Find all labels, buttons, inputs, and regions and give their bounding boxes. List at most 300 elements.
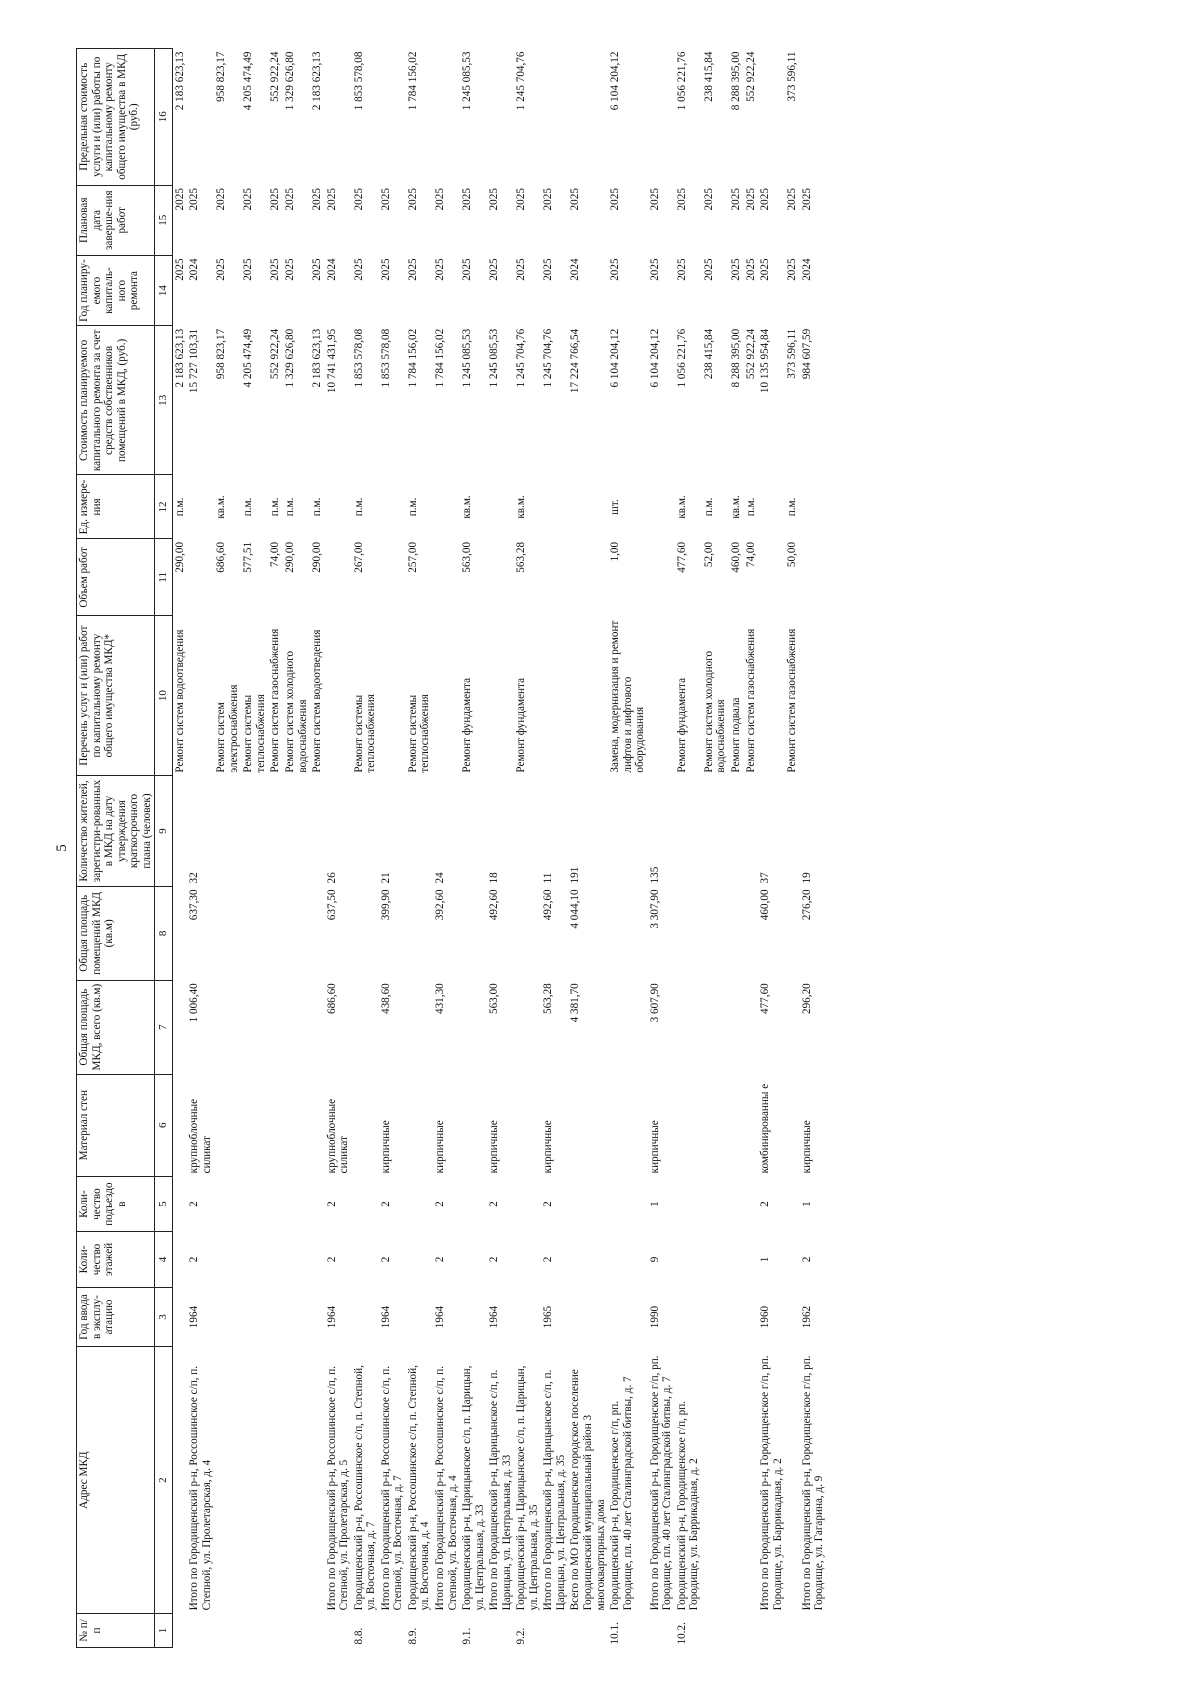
cell-floors [744, 1232, 759, 1287]
cell-residents [785, 776, 800, 887]
cell-number [758, 1613, 785, 1647]
cell-volume [541, 539, 568, 616]
cell-work: Ремонт систем газоснабжения [269, 628, 282, 773]
cell-entrances [568, 1176, 608, 1231]
cell-volume [568, 539, 608, 616]
cell-end-date: 2025 [702, 188, 715, 211]
cell-residents: 24 [433, 872, 446, 884]
cell-residents [514, 776, 541, 887]
cell-walls [608, 1074, 648, 1176]
table-header [77, 49, 173, 1648]
column-number: 13 [155, 326, 172, 475]
cell-end-date: 2025 [242, 188, 255, 211]
cell-area-rooms: 3 307,90 [648, 889, 661, 929]
column-number: 3 [155, 1287, 172, 1347]
cell-work: Ремонт систем водоотведения [311, 629, 324, 773]
cell-volume [187, 539, 214, 616]
table-row [608, 49, 648, 1648]
cell-address: Итого по Городищенский р-н, Царицынское с/п, п. Царицын, ул. Центральная, д. 35 [542, 1369, 567, 1611]
cell-plan-year: 2025 [744, 258, 757, 281]
cell-end-date: 2025 [269, 188, 282, 211]
cell-walls: кирпичные [433, 1120, 446, 1174]
cell-cost: 958 823,17 [215, 328, 228, 380]
cell-year: 1990 [648, 1305, 661, 1329]
cell-unit [758, 475, 785, 539]
cell-cost: 1 784 156,02 [433, 328, 446, 388]
cell-area-total [675, 980, 702, 1074]
cell-plan-year: 2025 [283, 258, 296, 281]
cell-volume: 290,00 [283, 541, 296, 573]
cell-residents [172, 776, 187, 887]
header-end-date: Плановая дата заверше-ния работ [77, 185, 155, 255]
cell-residents: 191 [569, 866, 582, 884]
cell-year [702, 1287, 729, 1347]
cell-area-total [744, 980, 759, 1074]
cell-volume: 577,51 [242, 541, 255, 573]
table-row [648, 49, 675, 1648]
cell-cost: 1 853 578,08 [352, 328, 365, 388]
cell-address: Итого по Городищенский р-н, Царицынское с/п, п. Царицын, ул. Центральная, д. 33 [488, 1369, 513, 1611]
cell-entrances [744, 1176, 759, 1231]
cell-address [310, 1347, 325, 1614]
cell-entrances: 2 [542, 1201, 555, 1207]
cell-plan-year: 2024 [188, 258, 201, 281]
cell-plan-year: 2025 [759, 258, 772, 281]
cell-number [268, 1613, 283, 1647]
column-number: 14 [155, 255, 172, 325]
cell-volume: 74,00 [744, 541, 757, 568]
cell-work: Ремонт подвала [730, 697, 743, 773]
table-row [325, 49, 352, 1648]
cell-walls: крупноблочные силикат [188, 1098, 213, 1174]
cell-floors [608, 1232, 648, 1287]
cell-plan-year: 2025 [406, 258, 419, 281]
header-address: Адрес МКД [77, 1347, 155, 1614]
cell-max-cost: 1 853 578,08 [352, 51, 365, 111]
cell-plan-year: 2025 [311, 258, 324, 281]
cell-year [568, 1287, 608, 1347]
cell-work [487, 616, 514, 776]
cell-residents: 19 [800, 872, 813, 884]
cell-entrances: 1 [648, 1201, 661, 1207]
cell-max-cost [325, 49, 352, 186]
cell-walls: кирпичные [542, 1120, 555, 1174]
cell-volume [800, 539, 829, 616]
cell-residents [675, 776, 702, 887]
cell-year [729, 1287, 744, 1347]
cell-entrances [729, 1176, 744, 1231]
cell-entrances: 2 [325, 1201, 338, 1207]
cell-plan-year: 2025 [379, 258, 392, 281]
column-number-row [155, 49, 172, 1648]
table-row [433, 49, 460, 1648]
cell-residents [283, 776, 310, 887]
header-no: № п/п [77, 1613, 155, 1647]
cell-year [268, 1287, 283, 1347]
cell-address: Городищенский р-н, Городищенское г/п, рп. Городище, ул. Баррикадная, д. 2 [675, 1400, 701, 1611]
column-number: 10 [155, 616, 172, 776]
cell-number [214, 1613, 241, 1647]
table-row [800, 49, 829, 1648]
cell-area-rooms [729, 886, 744, 980]
cell-floors [214, 1232, 241, 1287]
cell-end-date: 2025 [730, 188, 743, 211]
cell-floors [268, 1232, 283, 1287]
cell-walls [352, 1074, 379, 1176]
cell-floors: 2 [488, 1256, 501, 1263]
cell-area-rooms: 492,60 [488, 889, 501, 921]
cell-number [648, 1613, 675, 1647]
table-row [541, 49, 568, 1648]
cell-work: Ремонт систем электроснабжения [215, 684, 240, 773]
cell-max-cost [758, 49, 785, 186]
cell-area-rooms [268, 886, 283, 980]
cell-plan-year: 2025 [609, 258, 622, 281]
cell-cost: 1 245 085,53 [461, 328, 474, 388]
repair-plan-table [76, 48, 829, 1648]
cell-cost: 10 741 431,95 [325, 328, 338, 394]
cell-residents [352, 776, 379, 887]
cell-plan-year: 2025 [215, 258, 228, 281]
cell-volume [379, 539, 406, 616]
cell-area-rooms [352, 886, 379, 980]
cell-volume: 50,00 [786, 541, 799, 568]
cell-walls [283, 1074, 310, 1176]
cell-work [187, 616, 214, 776]
header-unit: Ед. измере-ния [77, 475, 155, 539]
cell-area-rooms [608, 886, 648, 980]
cell-address: Итого по Городищенский р-н, Россошинское с/п, п. Степной, ул. Пролетарская, д. 4 [188, 1365, 213, 1611]
cell-walls [310, 1074, 325, 1176]
cell-number [310, 1613, 325, 1647]
table-row [379, 49, 406, 1648]
cell-unit: шт. [609, 499, 622, 515]
cell-area-total [268, 980, 283, 1074]
cell-work [568, 616, 608, 776]
cell-floors [785, 1232, 800, 1287]
cell-residents [744, 776, 759, 887]
cell-max-cost: 1 245 085,53 [461, 51, 474, 111]
cell-number: 8.9. [406, 1627, 419, 1645]
cell-work: Ремонт фундамента [515, 677, 528, 773]
header-floors: Коли-чество этажей [77, 1232, 155, 1287]
cell-area-total [729, 980, 744, 1074]
cell-plan-year: 2025 [488, 258, 501, 281]
cell-max-cost [487, 49, 514, 186]
cell-max-cost: 238 415,84 [702, 51, 715, 102]
cell-address: Итого по Городищенский р-н, Россошинское с/п, п. Степной, ул. Пролетарская, д. 5 [325, 1365, 351, 1611]
cell-year: 1964 [488, 1305, 501, 1329]
cell-unit: п.м. [702, 497, 715, 517]
cell-year [744, 1287, 759, 1347]
cell-cost: 1 056 221,76 [675, 328, 688, 388]
cell-floors [514, 1232, 541, 1287]
cell-volume [325, 539, 352, 616]
cell-area-rooms [172, 886, 187, 980]
header-plan-year: Год планиру-емого капиталь-ного ремонта [77, 255, 155, 325]
cell-volume: 460,00 [730, 541, 743, 573]
header-walls: Материал стен [77, 1074, 155, 1176]
cell-cost: 238 415,84 [702, 328, 715, 380]
cell-walls [729, 1074, 744, 1176]
cell-walls: комбинированны е [759, 1083, 772, 1174]
cell-area-rooms [514, 886, 541, 980]
cell-year [172, 1287, 187, 1347]
cell-max-cost [541, 49, 568, 186]
cell-area-total: 563,00 [488, 983, 501, 1014]
cell-work: Ремонт систем водоотведения [173, 629, 186, 773]
cell-residents [214, 776, 241, 887]
cell-volume: 1,00 [609, 541, 622, 562]
cell-entrances [172, 1176, 187, 1231]
cell-floors: 2 [542, 1256, 555, 1263]
cell-unit: кв.м. [461, 495, 474, 519]
cell-end-date: 2025 [379, 188, 392, 211]
cell-floors [729, 1232, 744, 1287]
cell-entrances [406, 1176, 433, 1231]
cell-residents [268, 776, 283, 887]
cell-number: 9.1. [461, 1627, 474, 1645]
header-volume: Объем работ [77, 539, 155, 616]
cell-entrances [214, 1176, 241, 1231]
cell-end-date: 2025 [352, 188, 365, 211]
cell-residents: 135 [648, 866, 661, 884]
cell-residents [608, 776, 648, 887]
table-row [268, 49, 283, 1648]
cell-area-total: 3 607,90 [648, 983, 661, 1023]
cell-area-rooms [241, 886, 268, 980]
cell-max-cost [433, 49, 460, 186]
cell-number [187, 1613, 214, 1647]
cell-plan-year: 2024 [569, 258, 582, 281]
cell-unit: кв.м. [515, 495, 528, 519]
cell-area-total: 296,20 [800, 983, 813, 1014]
header-residents: Количество жителей, зарегистри-рованных в МКД на дату утверждения краткосрочного плана (человек) [77, 776, 155, 887]
cell-number [785, 1613, 800, 1647]
cell-volume: 563,00 [461, 541, 474, 573]
cell-address: Итого по Городищенский р-н, Россошинское с/п, п. Степной, ул. Восточная, д. 7 [379, 1365, 405, 1611]
cell-address [172, 1347, 187, 1614]
cell-number: 8.8. [352, 1627, 365, 1645]
table-row [785, 49, 800, 1648]
cell-unit: кв.м. [215, 495, 228, 519]
cell-plan-year: 2025 [515, 258, 528, 281]
cell-work: Замена, модернизация и ремонт лифтов и лифтового оборудования [609, 620, 647, 773]
cell-walls [172, 1074, 187, 1176]
cell-floors: 2 [379, 1256, 392, 1263]
cell-cost: 1 329 626,80 [283, 328, 296, 388]
cell-max-cost [568, 49, 608, 186]
cell-year [460, 1287, 487, 1347]
cell-address [268, 1347, 283, 1614]
cell-floors: 2 [433, 1256, 446, 1263]
cell-volume [433, 539, 460, 616]
cell-entrances [785, 1176, 800, 1231]
cell-number [702, 1613, 729, 1647]
cell-work [800, 616, 829, 776]
cell-area-total: 563,28 [542, 983, 555, 1014]
cell-max-cost [379, 49, 406, 186]
cell-entrances [352, 1176, 379, 1231]
column-number: 4 [155, 1232, 172, 1287]
cell-unit: п.м. [352, 497, 365, 517]
cell-area-rooms [460, 886, 487, 980]
table-row [487, 49, 514, 1648]
cell-end-date: 2025 [188, 188, 201, 211]
cell-end-date: 2025 [461, 188, 474, 211]
cell-floors [460, 1232, 487, 1287]
cell-end-date: 2025 [744, 188, 757, 211]
cell-area-rooms: 276,20 [800, 889, 813, 921]
cell-cost: 552 922,24 [744, 328, 757, 380]
cell-cost: 1 784 156,02 [406, 328, 419, 388]
cell-floors [310, 1232, 325, 1287]
cell-cost: 1 853 578,08 [379, 328, 392, 388]
cell-volume [648, 539, 675, 616]
cell-walls [675, 1074, 702, 1176]
cell-area-total: 431,30 [433, 983, 446, 1014]
cell-year: 1964 [379, 1305, 392, 1329]
cell-area-total [608, 980, 648, 1074]
cell-end-date: 2025 [311, 188, 324, 211]
cell-area-rooms [785, 886, 800, 980]
cell-walls [568, 1074, 608, 1176]
cell-number [283, 1613, 310, 1647]
cell-address [729, 1347, 744, 1614]
cell-end-date: 2025 [648, 188, 661, 211]
table-row [460, 49, 487, 1648]
header-row [77, 49, 155, 1648]
table-row [283, 49, 310, 1648]
cell-end-date: 2025 [283, 188, 296, 211]
table-row [675, 49, 702, 1648]
cell-plan-year: 2025 [702, 258, 715, 281]
cell-address: Итого по Городищенский р-н, Россошинское с/п, п. Степной, ул. Восточная, д. 4 [433, 1365, 459, 1611]
cell-volume [487, 539, 514, 616]
cell-address: Городищенский р-н, Россошинское с/п, п. Степной, ул. Восточная, д. 4 [406, 1365, 432, 1611]
cell-entrances: 2 [433, 1201, 446, 1207]
cell-unit [568, 475, 608, 539]
cell-work [758, 616, 785, 776]
cell-entrances: 2 [379, 1201, 392, 1207]
cell-walls [702, 1074, 729, 1176]
cell-unit [648, 475, 675, 539]
cell-address [702, 1347, 729, 1614]
cell-end-date: 2025 [488, 188, 501, 211]
cell-max-cost [648, 49, 675, 186]
cell-area-rooms: 492,60 [542, 889, 555, 921]
cell-max-cost: 6 104 204,12 [609, 51, 622, 111]
cell-residents [241, 776, 268, 887]
cell-unit: п.м. [311, 497, 324, 517]
cell-year: 1964 [188, 1305, 201, 1329]
cell-area-total: 1 006,40 [188, 983, 201, 1023]
cell-cost: 6 104 204,12 [609, 328, 622, 388]
cell-area-total: 438,60 [379, 983, 392, 1014]
cell-floors [283, 1232, 310, 1287]
cell-year: 1964 [433, 1305, 446, 1329]
cell-residents: 21 [379, 872, 392, 884]
cell-cost: 1 245 085,53 [488, 328, 501, 388]
cell-area-rooms [283, 886, 310, 980]
cell-area-total [172, 980, 187, 1074]
cell-floors [241, 1232, 268, 1287]
cell-entrances: 2 [488, 1201, 501, 1207]
cell-cost: 4 205 474,49 [242, 328, 255, 388]
cell-area-total [310, 980, 325, 1074]
cell-cost: 15 727 103,31 [188, 328, 201, 394]
header-cost: Стоимость планируемого капитального ремонта за счет средств собственников помещений в МКД, (руб.) [77, 326, 155, 475]
cell-plan-year: 2025 [242, 258, 255, 281]
cell-plan-year: 2025 [786, 258, 799, 281]
cell-area-rooms: 460,00 [759, 889, 772, 921]
cell-max-cost: 2 183 623,13 [311, 51, 324, 111]
column-number: 1 [155, 1613, 172, 1647]
cell-volume: 267,00 [352, 541, 365, 573]
cell-entrances [608, 1176, 648, 1231]
cell-area-rooms [702, 886, 729, 980]
cell-number [172, 1613, 187, 1647]
cell-unit [433, 475, 460, 539]
column-number: 5 [155, 1176, 172, 1231]
cell-plan-year: 2025 [352, 258, 365, 281]
cell-residents: 26 [325, 872, 338, 884]
header-work: Перечень услуг и (или) работ по капитальному ремонту общего имущества МКД* [77, 616, 155, 776]
cell-unit [187, 475, 214, 539]
table-body [172, 49, 829, 1648]
cell-volume: 686,60 [215, 541, 228, 573]
cell-area-rooms: 637,50 [325, 889, 338, 921]
cell-entrances [460, 1176, 487, 1231]
cell-year [785, 1287, 800, 1347]
cell-number: 10.1. [609, 1622, 622, 1645]
cell-entrances [268, 1176, 283, 1231]
column-number: 6 [155, 1074, 172, 1176]
column-number: 15 [155, 185, 172, 255]
cell-cost: 2 183 623,13 [173, 328, 186, 388]
cell-entrances [702, 1176, 729, 1231]
cell-entrances [514, 1176, 541, 1231]
cell-walls: крупноблочные силикат [325, 1098, 351, 1174]
cell-unit: п.м. [173, 497, 186, 517]
cell-unit [800, 475, 829, 539]
cell-plan-year: 2025 [461, 258, 474, 281]
cell-work: Ремонт системы теплоснабжения [242, 694, 267, 773]
cell-plan-year: 2025 [173, 258, 186, 281]
cell-floors: 2 [800, 1256, 813, 1263]
cell-entrances: 2 [188, 1201, 201, 1207]
column-number: 8 [155, 886, 172, 980]
cell-work: Ремонт систем холодного водоснабжения [702, 650, 728, 773]
cell-walls: кирпичные [800, 1120, 813, 1174]
cell-volume: 257,00 [406, 541, 419, 573]
cell-unit [379, 475, 406, 539]
cell-max-cost: 552 922,24 [269, 51, 282, 102]
cell-end-date: 2025 [675, 188, 688, 211]
cell-floors [352, 1232, 379, 1287]
cell-walls [460, 1074, 487, 1176]
cell-number [729, 1613, 744, 1647]
cell-year [406, 1287, 433, 1347]
cell-walls [241, 1074, 268, 1176]
cell-cost: 552 922,24 [269, 328, 282, 380]
column-number: 12 [155, 475, 172, 539]
cell-plan-year: 2025 [648, 258, 661, 281]
cell-end-date: 2025 [515, 188, 528, 211]
cell-unit: п.м. [269, 497, 282, 517]
cell-area-rooms: 392,60 [433, 889, 446, 921]
column-number: 11 [155, 539, 172, 616]
